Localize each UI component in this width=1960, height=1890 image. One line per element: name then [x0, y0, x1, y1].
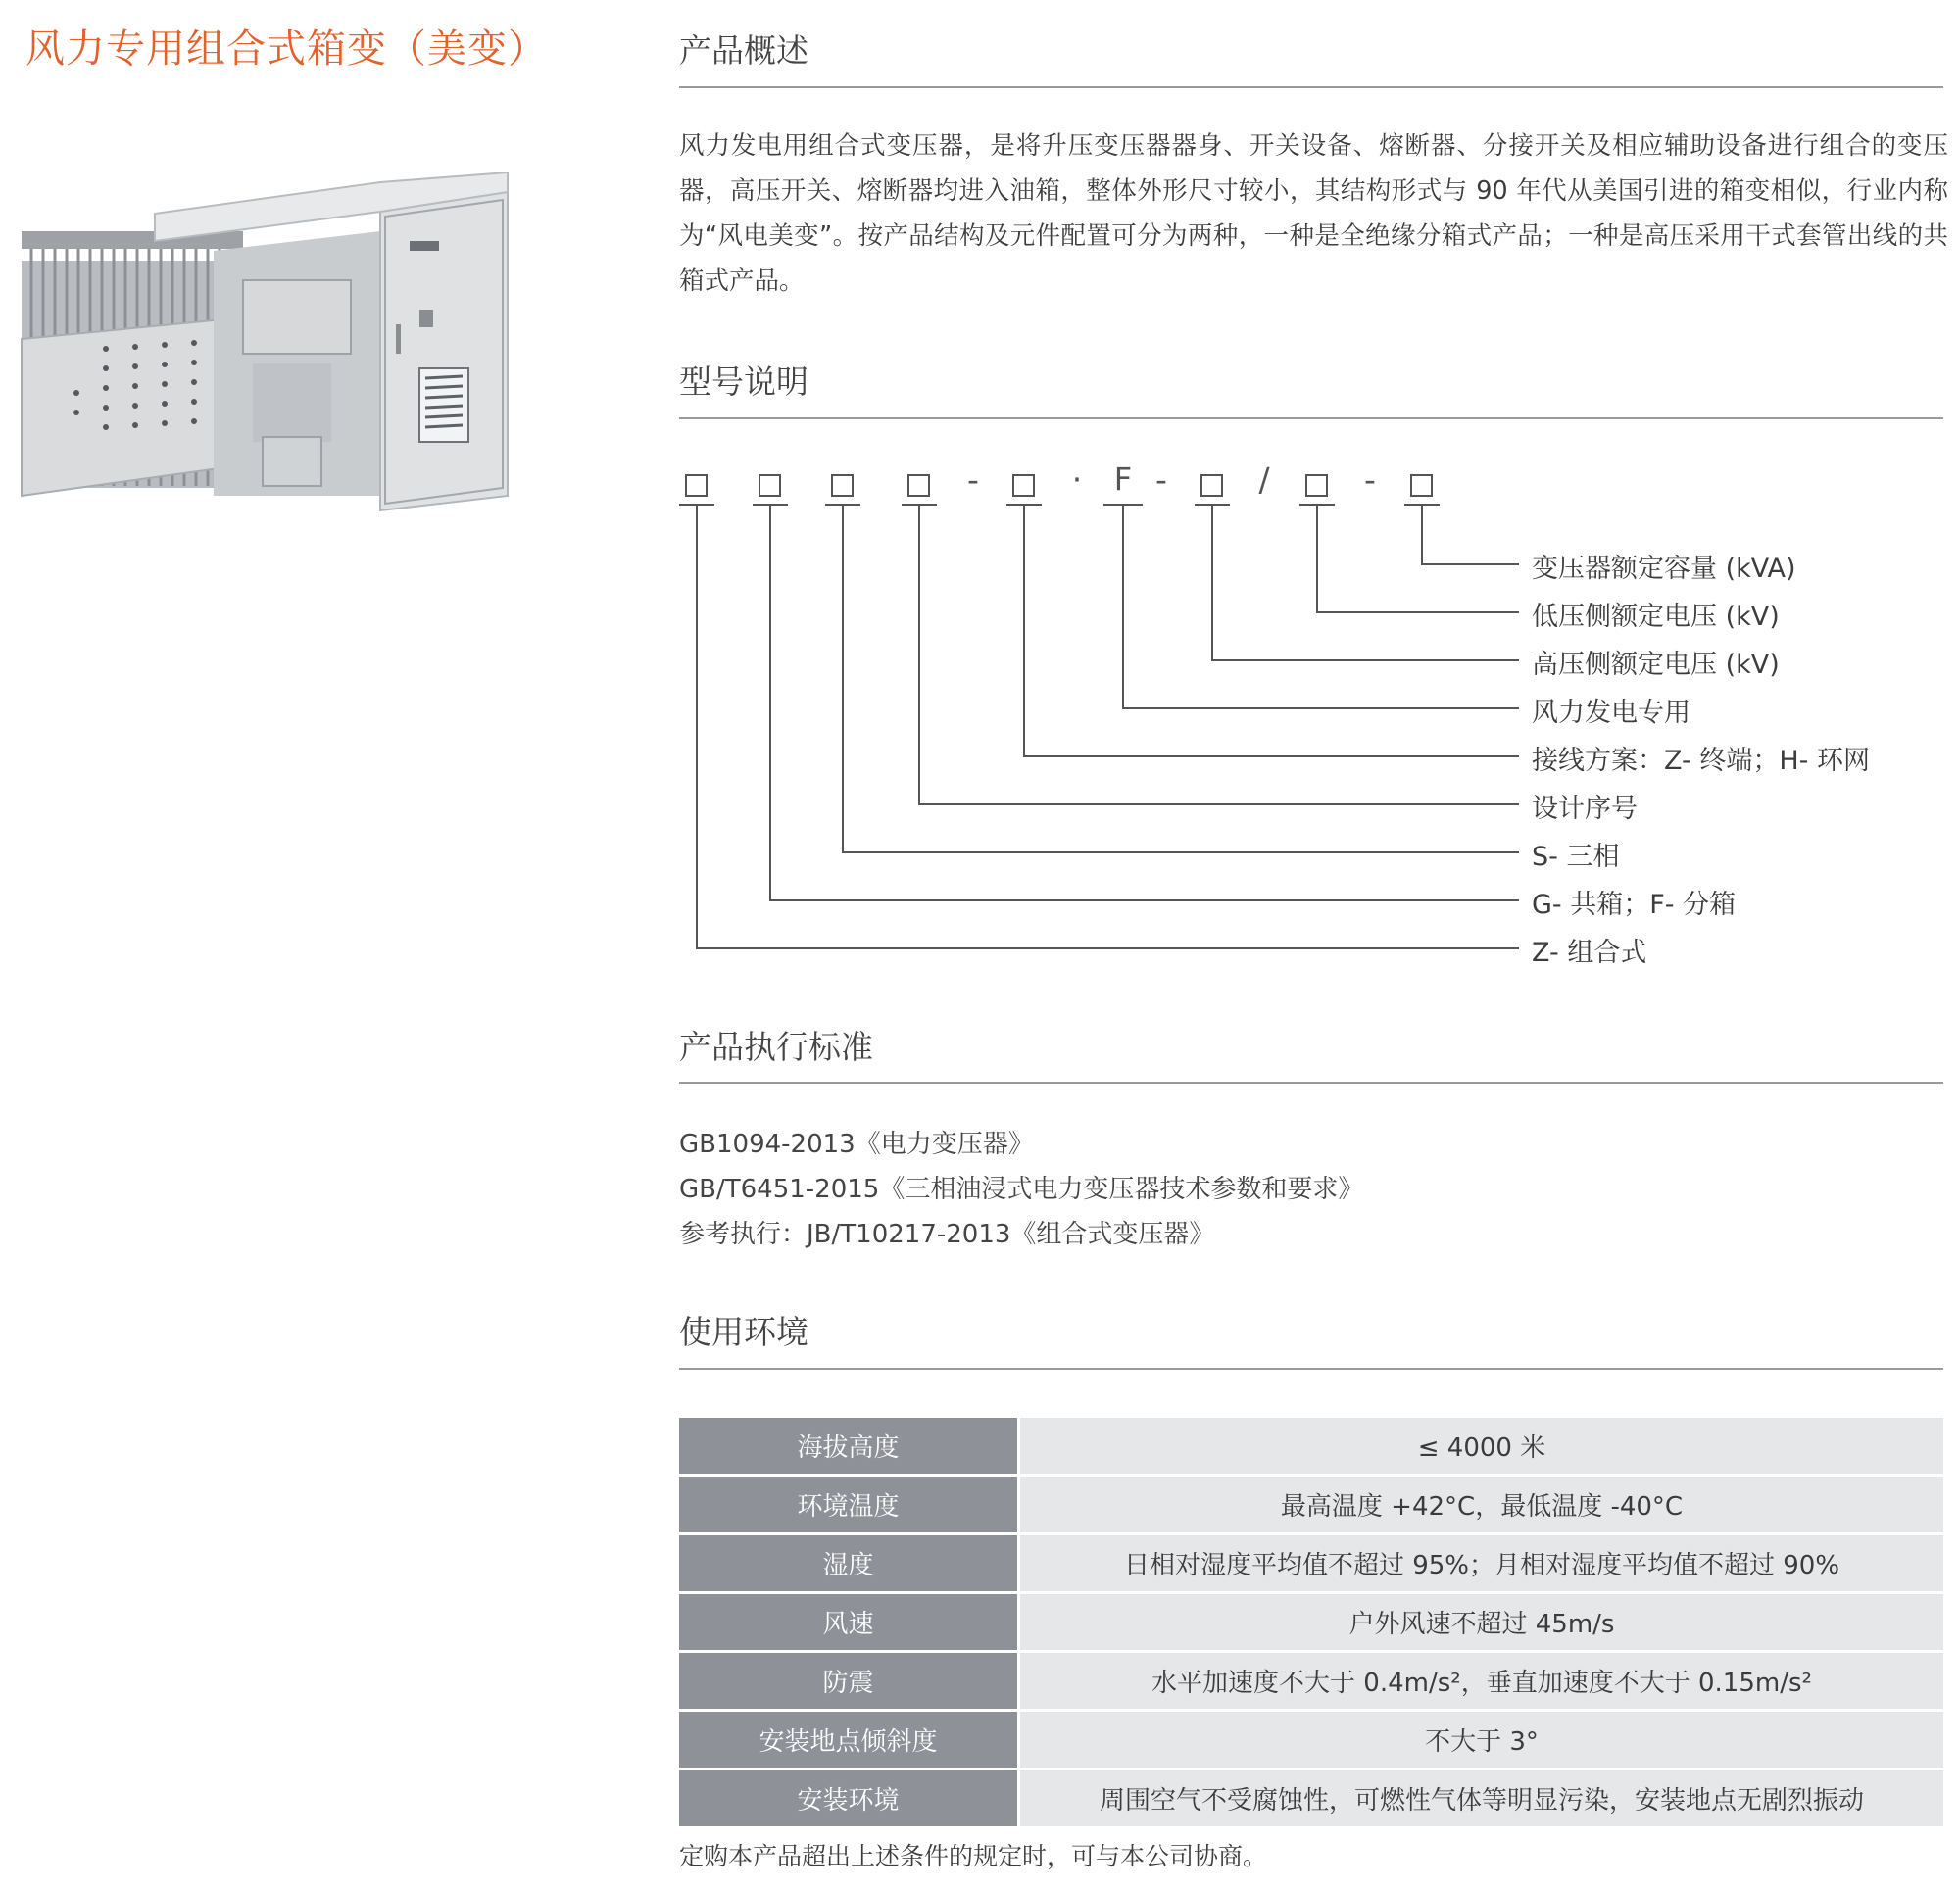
env-value: 不大于 3° [1020, 1712, 1943, 1770]
env-label: 安装环境 [679, 1770, 1020, 1829]
order-note: 定购本产品超出上述条件的规定时，可与本公司协商。 [679, 1842, 1268, 1870]
table-row [679, 1535, 1943, 1594]
env-label: 风速 [679, 1594, 1020, 1653]
code-separator: - [967, 460, 979, 499]
model-code-diagram [679, 460, 1948, 970]
standards-heading: 产品执行标准 [679, 1028, 873, 1066]
code-separator: · [1071, 460, 1083, 499]
model-label-wiring: 接线方案：Z- 终端；H- 环网 [1532, 746, 1870, 776]
model-leader-lines [679, 460, 1948, 970]
table-row [679, 1418, 1943, 1477]
env-label: 防震 [679, 1653, 1020, 1712]
model-heading: 型号说明 [679, 363, 808, 401]
env-label: 海拔高度 [679, 1418, 1020, 1477]
environment-heading: 使用环境 [679, 1313, 808, 1351]
model-label-lv-voltage: 低压侧额定电压 (kV) [1532, 602, 1780, 632]
model-label-wind: 风力发电专用 [1532, 698, 1690, 728]
environment-divider [679, 1368, 1943, 1370]
code-letter-f: F [1113, 460, 1133, 498]
table-row [679, 1712, 1943, 1770]
code-separator: - [1155, 460, 1167, 499]
overview-heading: 产品概述 [679, 31, 808, 70]
table-row [679, 1770, 1943, 1829]
env-label: 安装地点倾斜度 [679, 1712, 1020, 1770]
standard-item: GB/T6451-2015《三相油浸式电力变压器技术参数和要求》 [679, 1175, 1364, 1204]
env-value: 最高温度 +42°C，最低温度 -40°C [1020, 1477, 1943, 1535]
model-divider [679, 417, 1943, 419]
overview-divider [679, 86, 1943, 88]
env-value: 户外风速不超过 45m/s [1020, 1594, 1943, 1653]
standard-item: GB1094-2013《电力变压器》 [679, 1130, 1034, 1159]
model-label-combined: Z- 组合式 [1532, 938, 1647, 968]
env-value: 周围空气不受腐蚀性，可燃性气体等明显污染，安装地点无剧烈振动 [1020, 1770, 1943, 1829]
standard-item: 参考执行：JB/T10217-2013《组合式变压器》 [679, 1220, 1215, 1249]
environment-table [679, 1418, 1943, 1829]
env-value: ≤ 4000 米 [1020, 1418, 1943, 1477]
vent-louver [419, 368, 468, 442]
page-title: 风力专用组合式箱变（美变） [25, 26, 548, 72]
env-value: 日相对湿度平均值不超过 95%；月相对湿度平均值不超过 90% [1020, 1535, 1943, 1594]
guard-panel [22, 319, 233, 496]
env-label: 环境温度 [679, 1477, 1020, 1535]
model-label-capacity: 变压器额定容量 (kVA) [1532, 554, 1796, 584]
table-row [679, 1594, 1943, 1653]
table-row [679, 1477, 1943, 1535]
table-row [679, 1653, 1943, 1712]
product-image [18, 172, 523, 521]
model-label-phase: S- 三相 [1532, 842, 1620, 872]
env-value: 水平加速度不大于 0.4m/s²，垂直加速度不大于 0.15m/s² [1020, 1653, 1943, 1712]
overview-body: 风力发电用组合式变压器，是将升压变压器器身、开关设备、熔断器、分接开关及相应辅助设备进行组合的变压器，高压开关、熔断器均进入油箱，整体外形尺寸较小，其结构形式与 90 年代从美国引进的箱变相似，行业内称为“风电美变”。按产品结构及元件配置可分为两种，一种是全绝缘分箱式产品；一种是高压采用干式套管出线的共箱式产品。 [679, 131, 1948, 296]
model-label-design-no: 设计序号 [1532, 794, 1638, 824]
env-label: 湿度 [679, 1535, 1020, 1594]
code-separator: / [1258, 460, 1270, 499]
code-separator: - [1364, 460, 1376, 499]
model-label-hv-voltage: 高压侧额定电压 (kV) [1532, 650, 1780, 680]
standards-divider [679, 1082, 1943, 1084]
model-label-tank: G- 共箱；F- 分箱 [1532, 890, 1737, 920]
